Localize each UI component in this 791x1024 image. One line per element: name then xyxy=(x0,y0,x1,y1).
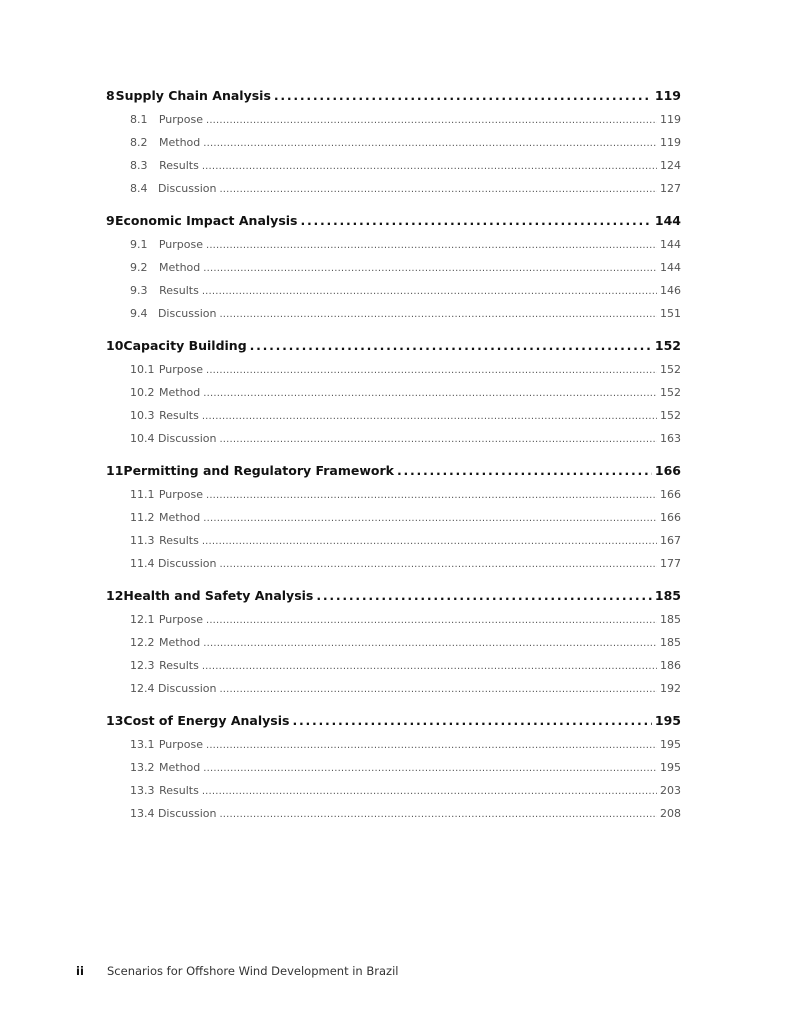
subsection-page-number: 185 xyxy=(660,613,681,626)
chapter-page-number: 195 xyxy=(654,713,681,728)
dot-leader xyxy=(219,302,657,325)
subsection-number: 11.3 xyxy=(130,534,155,547)
toc-subsection-entry[interactable] xyxy=(106,233,681,256)
dot-leader xyxy=(274,84,652,108)
toc-subsection-entry[interactable] xyxy=(106,608,681,631)
subsection-number: 9.2 xyxy=(130,261,148,274)
dot-leader xyxy=(397,459,652,483)
subsection-title: Discussion xyxy=(157,307,217,320)
subsection-title: Method xyxy=(159,136,201,149)
toc-subsection-entry[interactable] xyxy=(106,108,681,131)
dot-leader xyxy=(219,552,657,575)
subsection-number: 12.3 xyxy=(130,659,155,672)
dot-leader xyxy=(202,654,657,677)
subsection-page-number: 146 xyxy=(660,284,681,297)
subsection-number: 10.1 xyxy=(130,363,155,376)
toc-subsection-entry[interactable] xyxy=(106,256,681,279)
chapter-page-number: 185 xyxy=(654,588,681,603)
chapter-title: Cost of Energy Analysis xyxy=(123,713,290,728)
subsection-page-number: 166 xyxy=(660,488,681,501)
subsection-number: 8.4 xyxy=(130,182,148,195)
subsection-number: 11.4 xyxy=(130,557,155,570)
chapter-page-number: 166 xyxy=(654,463,681,478)
toc-subsection-entry[interactable] xyxy=(106,529,681,552)
subsection-title: Results xyxy=(159,534,199,547)
subsection-title: Purpose xyxy=(158,613,203,626)
subsection-page-number: 124 xyxy=(660,159,681,172)
dot-leader xyxy=(206,733,657,756)
dot-leader xyxy=(202,154,657,177)
subsection-page-number: 152 xyxy=(660,363,681,376)
subsection-page-number: 119 xyxy=(660,113,681,126)
toc-chapter-entry[interactable] xyxy=(106,709,681,733)
subsection-number: 13.2 xyxy=(130,761,155,774)
subsection-title: Method xyxy=(159,511,201,524)
toc-subsection-entry[interactable] xyxy=(106,302,681,325)
chapter-page-number: 152 xyxy=(654,338,681,353)
subsection-title: Discussion xyxy=(157,557,217,570)
dot-leader xyxy=(206,483,657,506)
footer-document-title: Scenarios for Offshore Wind Development in Brazil xyxy=(107,964,399,978)
subsection-page-number: 166 xyxy=(660,511,681,524)
subsection-title: Method xyxy=(159,386,201,399)
subsection-title: Purpose xyxy=(158,738,203,751)
toc-section xyxy=(106,584,681,700)
toc-subsection-entry[interactable] xyxy=(106,756,681,779)
toc-subsection-entry[interactable] xyxy=(106,654,681,677)
toc-subsection-entry[interactable] xyxy=(106,358,681,381)
subsection-page-number: 152 xyxy=(660,386,681,399)
table-of-contents xyxy=(106,84,681,834)
dot-leader xyxy=(206,608,657,631)
toc-section xyxy=(106,334,681,450)
subsection-number: 10.4 xyxy=(130,432,155,445)
subsection-number: 9.4 xyxy=(130,307,148,320)
subsection-number: 9.3 xyxy=(130,284,148,297)
subsection-page-number: 152 xyxy=(660,409,681,422)
toc-subsection-entry[interactable] xyxy=(106,131,681,154)
subsection-number: 12.1 xyxy=(130,613,155,626)
chapter-page-number: 144 xyxy=(654,213,681,228)
toc-subsection-entry[interactable] xyxy=(106,802,681,825)
toc-subsection-entry[interactable] xyxy=(106,381,681,404)
subsection-title: Purpose xyxy=(158,363,203,376)
toc-subsection-entry[interactable] xyxy=(106,483,681,506)
dot-leader xyxy=(219,427,657,450)
subsection-number: 12.4 xyxy=(130,682,155,695)
dot-leader xyxy=(202,779,657,802)
toc-subsection-entry[interactable] xyxy=(106,154,681,177)
dot-leader xyxy=(202,279,657,302)
dot-leader xyxy=(206,108,657,131)
toc-subsection-entry[interactable] xyxy=(106,506,681,529)
dot-leader xyxy=(316,584,652,608)
subsection-title: Results xyxy=(159,284,199,297)
toc-section xyxy=(106,709,681,825)
subsection-title: Discussion xyxy=(157,182,217,195)
subsection-title: Method xyxy=(159,761,201,774)
subsection-page-number: 119 xyxy=(660,136,681,149)
subsection-title: Discussion xyxy=(157,432,217,445)
subsection-number: 11.1 xyxy=(130,488,155,501)
subsection-number: 13.3 xyxy=(130,784,155,797)
dot-leader xyxy=(300,209,651,233)
toc-chapter-entry[interactable] xyxy=(106,209,681,233)
subsection-page-number: 208 xyxy=(660,807,681,820)
toc-subsection-entry[interactable] xyxy=(106,552,681,575)
subsection-title: Results xyxy=(159,784,199,797)
chapter-page-number: 119 xyxy=(654,88,681,103)
chapter-number: 12 xyxy=(106,588,124,603)
chapter-title: Economic Impact Analysis xyxy=(114,213,298,228)
dot-leader xyxy=(203,756,657,779)
toc-subsection-entry[interactable] xyxy=(106,177,681,200)
chapter-number: 9 xyxy=(106,213,115,228)
subsection-page-number: 177 xyxy=(660,557,681,570)
toc-chapter-entry[interactable] xyxy=(106,84,681,108)
dot-leader xyxy=(292,709,651,733)
page-footer xyxy=(76,964,398,978)
subsection-page-number: 203 xyxy=(660,784,681,797)
subsection-page-number: 195 xyxy=(660,761,681,774)
dot-leader xyxy=(203,131,657,154)
subsection-page-number: 195 xyxy=(660,738,681,751)
subsection-page-number: 185 xyxy=(660,636,681,649)
chapter-title: Health and Safety Analysis xyxy=(123,588,314,603)
dot-leader xyxy=(219,802,657,825)
dot-leader xyxy=(203,506,657,529)
dot-leader xyxy=(206,233,657,256)
dot-leader xyxy=(203,631,657,654)
toc-chapter-entry[interactable] xyxy=(106,584,681,608)
toc-section xyxy=(106,84,681,200)
subsection-page-number: 144 xyxy=(660,238,681,251)
subsection-page-number: 127 xyxy=(660,182,681,195)
subsection-number: 11.2 xyxy=(130,511,155,524)
subsection-title: Method xyxy=(159,261,201,274)
subsection-page-number: 186 xyxy=(660,659,681,672)
toc-subsection-entry[interactable] xyxy=(106,631,681,654)
subsection-title: Results xyxy=(159,659,199,672)
toc-chapter-entry[interactable] xyxy=(106,334,681,358)
toc-subsection-entry[interactable] xyxy=(106,779,681,802)
chapter-number: 10 xyxy=(106,338,124,353)
subsection-page-number: 167 xyxy=(660,534,681,547)
subsection-title: Purpose xyxy=(158,238,203,251)
chapter-title: Permitting and Regulatory Framework xyxy=(123,463,394,478)
toc-subsection-entry[interactable] xyxy=(106,404,681,427)
chapter-number: 11 xyxy=(106,463,124,478)
dot-leader xyxy=(202,404,657,427)
subsection-number: 8.1 xyxy=(130,113,148,126)
dot-leader xyxy=(203,256,657,279)
subsection-title: Discussion xyxy=(157,807,217,820)
toc-section xyxy=(106,209,681,325)
toc-subsection-entry[interactable] xyxy=(106,677,681,700)
subsection-title: Method xyxy=(159,636,201,649)
chapter-title: Supply Chain Analysis xyxy=(115,88,271,103)
toc-subsection-entry[interactable] xyxy=(106,733,681,756)
dot-leader xyxy=(219,177,657,200)
toc-chapter-entry[interactable] xyxy=(106,459,681,483)
subsection-title: Results xyxy=(159,409,199,422)
subsection-number: 12.2 xyxy=(130,636,155,649)
subsection-page-number: 144 xyxy=(660,261,681,274)
chapter-number: 13 xyxy=(106,713,124,728)
subsection-title: Purpose xyxy=(158,113,203,126)
dot-leader xyxy=(206,358,657,381)
dot-leader xyxy=(219,677,657,700)
subsection-number: 8.3 xyxy=(130,159,148,172)
chapter-title: Capacity Building xyxy=(123,338,247,353)
toc-subsection-entry[interactable] xyxy=(106,427,681,450)
subsection-number: 8.2 xyxy=(130,136,148,149)
toc-section xyxy=(106,459,681,575)
dot-leader xyxy=(250,334,652,358)
subsection-title: Purpose xyxy=(158,488,203,501)
dot-leader xyxy=(202,529,657,552)
subsection-number: 9.1 xyxy=(130,238,148,251)
subsection-number: 10.3 xyxy=(130,409,155,422)
subsection-number: 13.1 xyxy=(130,738,155,751)
toc-subsection-entry[interactable] xyxy=(106,279,681,302)
footer-page-number: ii xyxy=(76,964,84,978)
chapter-number: 8 xyxy=(106,88,115,103)
subsection-page-number: 163 xyxy=(660,432,681,445)
dot-leader xyxy=(203,381,657,404)
subsection-page-number: 151 xyxy=(660,307,681,320)
subsection-page-number: 192 xyxy=(660,682,681,695)
subsection-number: 13.4 xyxy=(130,807,155,820)
subsection-number: 10.2 xyxy=(130,386,155,399)
subsection-title: Discussion xyxy=(157,682,217,695)
subsection-title: Results xyxy=(159,159,199,172)
